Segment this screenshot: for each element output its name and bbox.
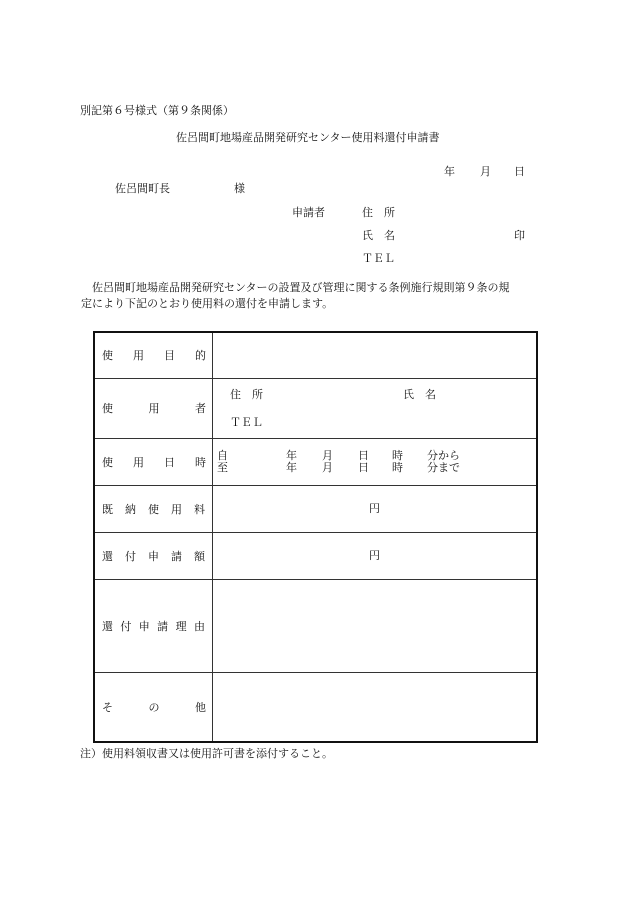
attachment-note: 注）使用料領収書又は使用許可書を添付すること。 — [80, 747, 333, 760]
from-year: 年 — [286, 448, 297, 462]
purpose-label: 使 用 目 的 — [102, 349, 206, 363]
user-address-label: 住 所 — [230, 387, 263, 401]
user-tel-label: ＴＥＬ — [230, 415, 263, 429]
row-purpose — [94, 332, 537, 378]
user-label-cell — [94, 378, 213, 438]
other-input[interactable] — [213, 672, 538, 742]
row-refund-amount — [94, 532, 537, 579]
seal-mark: 印 — [514, 229, 525, 242]
body-text-line-2: 定により下記のとおり使用料の還付を申請します。 — [81, 297, 334, 310]
refund-amount-label-cell — [94, 532, 213, 579]
from-minute: 分から — [427, 448, 460, 462]
applicant-tel-label: ＴＥＬ — [362, 252, 395, 265]
user-input-cell[interactable] — [213, 378, 538, 438]
from-hour: 時 — [392, 448, 403, 462]
datetime-input-cell[interactable] — [213, 438, 538, 485]
from-day: 日 — [358, 448, 369, 462]
paid-fee-label: 既 納 使 用 料 — [102, 502, 205, 516]
applicant-name-label: 氏 名 — [362, 229, 395, 242]
datetime-label: 使 用 日 時 — [102, 455, 206, 469]
user-name-label: 氏 名 — [403, 387, 436, 401]
purpose-input[interactable] — [213, 332, 538, 378]
to-hour: 時 — [392, 460, 403, 474]
paid-fee-label-cell — [94, 485, 213, 532]
user-label: 使 用 者 — [102, 402, 206, 415]
to-year: 年 — [286, 460, 297, 474]
purpose-label-cell — [94, 332, 213, 378]
row-refund-reason — [94, 579, 537, 672]
refund-reason-input[interactable] — [213, 579, 538, 672]
row-datetime — [94, 438, 537, 485]
to-month: 月 — [322, 460, 333, 474]
refund-amount-unit: 円 — [369, 548, 380, 562]
refund-amount-input-cell[interactable] — [213, 532, 538, 579]
to-minute: 分まで — [427, 460, 460, 474]
row-paid-fee — [94, 485, 537, 532]
from-month: 月 — [322, 448, 333, 462]
date-month-label: 月 — [480, 165, 491, 178]
form-title: 佐呂間町地場産品開発研究センター使用料還付申請書 — [176, 131, 440, 144]
refund-reason-label: 還 付 申 請 理 由 — [102, 619, 205, 633]
datetime-label-cell — [94, 438, 213, 485]
row-user — [94, 378, 537, 438]
paid-fee-input-cell[interactable] — [213, 485, 538, 532]
applicant-address-label: 住 所 — [362, 206, 395, 219]
other-label: そ の 他 — [102, 700, 206, 714]
body-text-line-1: 佐呂間町地場産品開発研究センターの設置及び管理に関する条例施行規則第９条の規 — [92, 281, 510, 294]
date-year-label: 年 — [444, 165, 455, 178]
form-id: 別記第６号様式（第９条関係） — [80, 104, 234, 117]
other-label-cell — [94, 672, 213, 742]
application-form-table — [93, 331, 538, 743]
refund-amount-label: 還 付 申 請 額 — [102, 549, 205, 563]
from-label: 自 — [217, 448, 228, 462]
applicant-label: 申請者 — [292, 206, 325, 219]
refund-reason-label-cell — [94, 579, 213, 672]
addressee-honorific: 様 — [234, 182, 245, 195]
date-day-label: 日 — [514, 165, 525, 178]
to-label: 至 — [217, 460, 228, 474]
paid-fee-unit: 円 — [369, 501, 380, 515]
to-day: 日 — [358, 460, 369, 474]
addressee: 佐呂間町長 — [115, 182, 170, 195]
row-other — [94, 672, 537, 742]
